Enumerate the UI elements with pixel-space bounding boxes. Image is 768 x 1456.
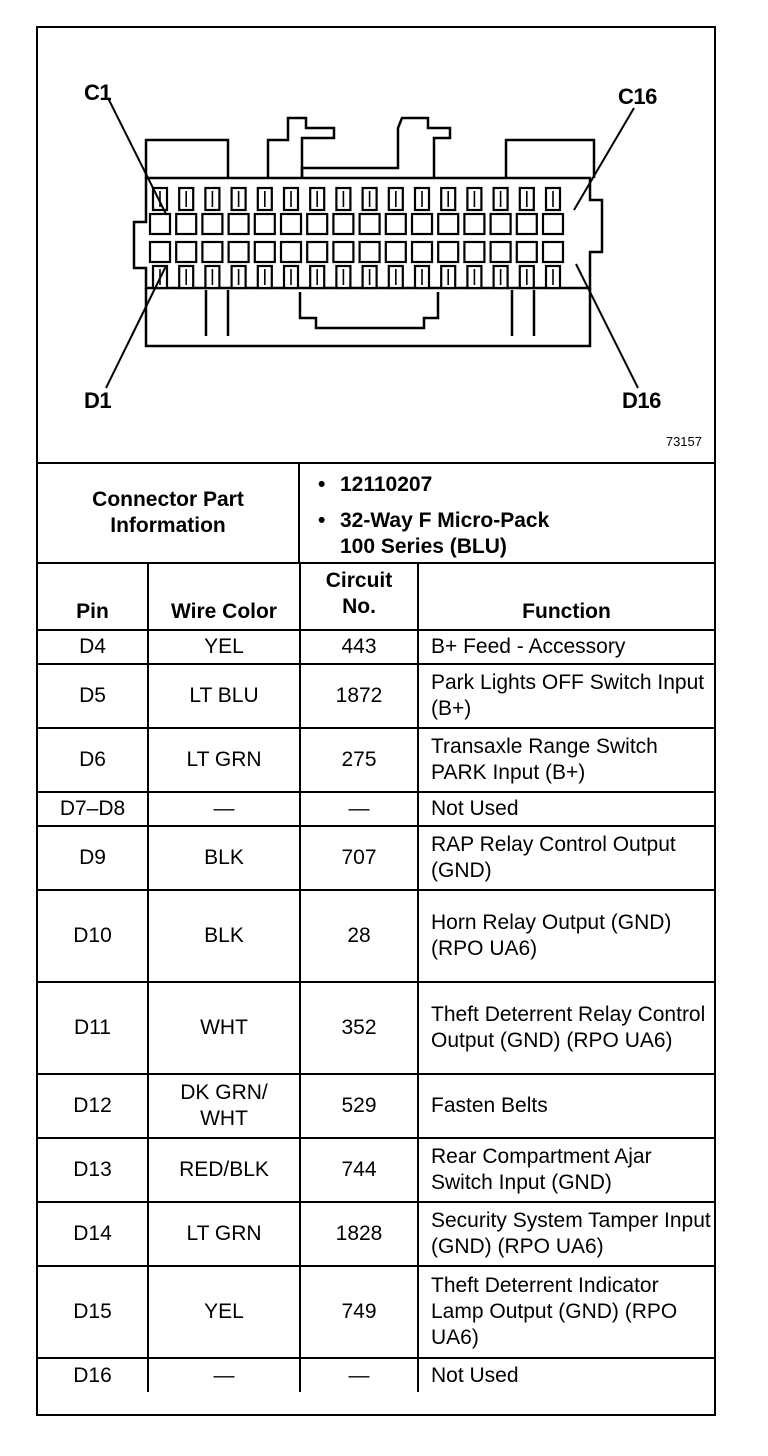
pin-cavity [255,214,275,234]
function-cell: Rear Compartment Ajar Switch Input (GND) [418,1138,714,1202]
pin-cavity [543,242,563,262]
pin-cavity [150,214,170,234]
table-row [38,826,714,890]
pin-cavity [150,242,170,262]
circuit-cell: — [300,792,418,826]
leader-d1 [106,266,166,388]
header-circuit-text: Circuit No. [325,569,393,618]
callout-c16: C16 [618,84,657,109]
pin-cavity [491,242,511,262]
table-row [38,664,714,728]
pin-cavity [438,242,458,262]
part-info-list [300,464,714,562]
pin-cavity [333,242,353,262]
function-cell: Not Used [418,1358,714,1392]
callout-d1: D1 [84,388,112,413]
pin-cell: D13 [38,1138,148,1202]
callout-d16: D16 [622,388,661,413]
function-cell: B+ Feed - Accessory [418,630,714,664]
pin-cavity [412,214,432,234]
top-latch-left [146,140,228,178]
callout-c1: C1 [84,80,112,105]
leader-d16 [576,264,638,388]
table-row [38,1202,714,1266]
table-row [38,982,714,1074]
header-circuit [300,564,418,630]
connector-diagram-panel [38,28,714,462]
table-row [38,1266,714,1358]
pin-cell: D11 [38,982,148,1074]
leader-c16 [574,108,634,210]
table-row [38,1074,714,1138]
connector-bottom-skirt [146,288,590,346]
circuit-cell: 529 [300,1074,418,1138]
part-number-text: 12110207 [340,473,433,496]
wire-color-cell: LT BLU [148,664,300,728]
pin-cavity [517,242,537,262]
pinout-table [38,564,714,1392]
pin-cell: D5 [38,664,148,728]
function-cell: Theft Deterrent Relay Control Output (GND) (RPO UA6) [418,982,714,1074]
pin-cavity [386,242,406,262]
pin-cavity [281,242,301,262]
pin-cavity [229,214,249,234]
header-wire-color: Wire Color [148,564,300,630]
pin-cavity [176,242,196,262]
table-row [38,1138,714,1202]
pin-cavity [464,214,484,234]
part-number [318,472,433,498]
wire-color-cell: DK GRN/ WHT [148,1074,300,1138]
circuit-cell: 352 [300,982,418,1074]
wire-color-cell: YEL [148,1266,300,1358]
table-row [38,728,714,792]
pin-cavity [464,242,484,262]
bottom-key [300,292,438,328]
circuit-cell: — [300,1358,418,1392]
pin-cavity [517,214,537,234]
pin-cavity [229,242,249,262]
function-cell: Transaxle Range Switch PARK Input (B+) [418,728,714,792]
circuit-cell: 443 [300,630,418,664]
pin-cavity [307,214,327,234]
pin-cell: D4 [38,630,148,664]
pin-cell: D12 [38,1074,148,1138]
drawing-id: 73157 [665,434,702,449]
pin-cell: D10 [38,890,148,982]
circuit-cell: 707 [300,826,418,890]
circuit-cell: 744 [300,1138,418,1202]
wire-color-cell: BLK [148,890,300,982]
leader-c1 [108,98,166,214]
wire-color-cell: — [148,1358,300,1392]
pin-cavity [307,242,327,262]
wire-color-cell: — [148,792,300,826]
bottom-rib-right [512,290,534,336]
connector-face-drawing [38,28,714,462]
pin-cavities [150,188,563,288]
pin-cavity [412,242,432,262]
pin-cavity [281,214,301,234]
function-cell: Security System Tamper Input (GND) (RPO UA6) [418,1202,714,1266]
connector-series [340,534,507,560]
function-cell: Not Used [418,792,714,826]
connector-type-text: 32-Way F Micro-Pack [340,509,550,532]
pin-cavity [333,214,353,234]
header-pin: Pin [38,564,148,630]
connector-sheet [36,26,716,1416]
pin-cell: D6 [38,728,148,792]
table-header-row [38,564,714,630]
bullet-icon: • [318,509,326,532]
pin-cell: D16 [38,1358,148,1392]
table-row [38,1358,714,1392]
table-row [38,890,714,982]
function-cell: RAP Relay Control Output (GND) [418,826,714,890]
circuit-cell: 28 [300,890,418,982]
pin-cavity [491,214,511,234]
wire-color-cell: WHT [148,982,300,1074]
top-latch-right [506,140,594,178]
pin-cavity [202,242,222,262]
part-info-label-text: Connector Part Information [92,488,244,537]
pin-cavity [255,242,275,262]
wire-color-cell: RED/BLK [148,1138,300,1202]
function-cell: Park Lights OFF Switch Input (B+) [418,664,714,728]
circuit-cell: 749 [300,1266,418,1358]
pin-cell: D14 [38,1202,148,1266]
wire-color-cell: BLK [148,826,300,890]
pin-cell: D9 [38,826,148,890]
wire-color-cell: YEL [148,630,300,664]
header-function: Function [418,564,714,630]
pin-cavity [438,214,458,234]
connector-type [318,508,550,534]
pin-cell: D15 [38,1266,148,1358]
pin-cell: D7–D8 [38,792,148,826]
function-cell: Theft Deterrent Indicator Lamp Output (GND) (RPO UA6) [418,1266,714,1358]
pin-cavity [543,214,563,234]
pin-cavity [360,242,380,262]
part-info-label [38,464,300,562]
bottom-rib-left [206,290,228,336]
bullet-icon: • [318,473,326,496]
wire-color-cell: LT GRN [148,1202,300,1266]
table-row [38,792,714,826]
wire-color-cell: LT GRN [148,728,300,792]
pin-cavity [360,214,380,234]
circuit-cell: 1828 [300,1202,418,1266]
connector-part-info [38,462,714,564]
circuit-cell: 1872 [300,664,418,728]
pin-cavity [202,214,222,234]
pin-cavity [386,214,406,234]
pin-cavity [176,214,196,234]
function-cell: Fasten Belts [418,1074,714,1138]
table-row [38,630,714,664]
circuit-cell: 275 [300,728,418,792]
connector-series-text: 100 Series (BLU) [340,535,507,558]
function-cell: Horn Relay Output (GND) (RPO UA6) [418,890,714,982]
